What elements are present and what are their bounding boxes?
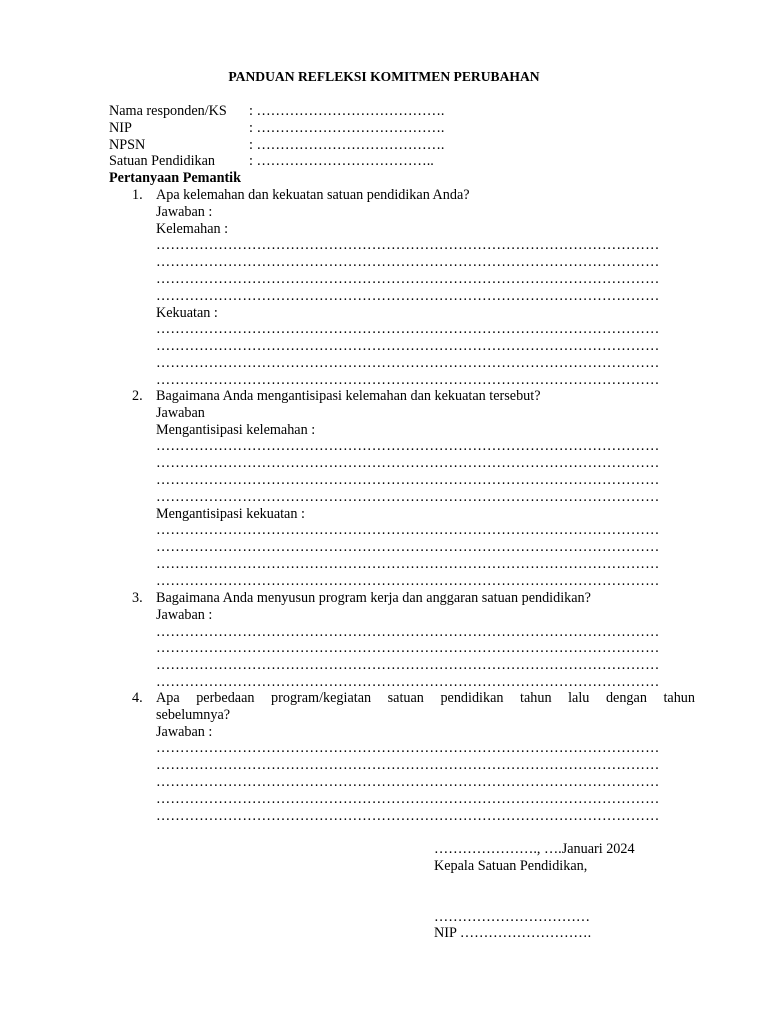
question-text-line: sebelumnya? <box>156 706 231 723</box>
identity-label: NIP <box>109 119 132 136</box>
answer-dot-line: …………………………………………………………………………………………… <box>156 740 660 757</box>
question-text <box>156 690 695 724</box>
question-1 <box>109 187 695 389</box>
identity-value: : …………………………………. <box>249 119 445 136</box>
answer-dot-line: …………………………………………………………………………………………… <box>156 623 660 640</box>
answer-label: Jawaban : <box>156 606 213 623</box>
answer-dot-line: …………………………………………………………………………………………… <box>156 807 660 824</box>
identity-label: Nama responden/KS <box>109 103 227 119</box>
answer-dot-line: …………………………………………………………………………………………… <box>156 287 660 304</box>
answer-dot-line: …………………………………………………………………………………………… <box>156 471 660 488</box>
signature-block <box>434 841 635 942</box>
identity-block <box>109 103 444 170</box>
answer-dot-line: …………………………………………………………………………………………… <box>156 773 660 790</box>
question-text: Apa kelemahan dan kekuatan satuan pendidikan Anda? <box>156 187 470 203</box>
identity-value: : …………………………………. <box>249 103 445 119</box>
identity-value: : …………………………………. <box>249 136 445 153</box>
identity-label: NPSN <box>109 136 146 153</box>
identity-row-nip <box>109 120 444 137</box>
identity-label: Satuan Pendidikan <box>109 153 215 170</box>
question-2 <box>109 388 695 590</box>
signatory-nip: NIP ………………………. <box>434 925 592 942</box>
document-title: PANDUAN REFLEKSI KOMITMEN PERUBAHAN <box>228 69 540 84</box>
section-title: Pertanyaan Pemantik <box>109 170 242 186</box>
signatory-role: Kepala Satuan Pendidikan, <box>434 857 588 874</box>
sub-label: Kekuatan : <box>156 304 218 321</box>
question-number: 2. <box>132 388 143 404</box>
place-date: …………………., ….Januari 2024 <box>434 841 635 857</box>
answer-dot-line: …………………………………………………………………………………………… <box>156 657 660 674</box>
sub-label: Mengantisipasi kekuatan : <box>156 505 305 522</box>
identity-value: : ……………………………….. <box>249 153 434 170</box>
question-text: Bagaimana Anda mengantisipasi kelemahan dan kekuatan tersebut? <box>156 388 541 404</box>
answer-dot-line: …………………………………………………………………………………………… <box>156 254 660 271</box>
question-text: Bagaimana Anda menyusun program kerja dan anggaran satuan pendidikan? <box>156 590 591 606</box>
sub-label: Mengantisipasi kelemahan : <box>156 421 316 438</box>
answer-dot-line: …………………………………………………………………………………………… <box>156 673 660 690</box>
answer-dot-line: …………………………………………………………………………………………… <box>156 237 660 254</box>
answer-dot-line: …………………………………………………………………………………………… <box>156 488 660 505</box>
answer-dot-line: …………………………………………………………………………………………… <box>156 640 660 657</box>
answer-label: Jawaban : <box>156 203 213 220</box>
question-4 <box>109 690 695 824</box>
answer-dot-line: …………………………………………………………………………………………… <box>156 438 660 455</box>
answer-dot-line: …………………………………………………………………………………………… <box>156 354 660 371</box>
sub-label: Kelemahan : <box>156 220 229 237</box>
question-3 <box>109 590 695 691</box>
answer-dot-line: …………………………………………………………………………………………… <box>156 572 660 589</box>
identity-row-name <box>109 103 444 120</box>
answer-dot-line: …………………………………………………………………………………………… <box>156 338 660 355</box>
signatory-name-line: …………………………… <box>434 908 591 925</box>
answer-dot-line: …………………………………………………………………………………………… <box>156 371 660 388</box>
identity-row-npsn <box>109 137 444 154</box>
answer-dot-line: …………………………………………………………………………………………… <box>156 455 660 472</box>
answer-dot-line: …………………………………………………………………………………………… <box>156 270 660 287</box>
question-number: 3. <box>132 590 143 606</box>
answer-dot-line: …………………………………………………………………………………………… <box>156 757 660 774</box>
answer-label: Jawaban : <box>156 723 213 740</box>
answer-dot-line: …………………………………………………………………………………………… <box>156 522 660 539</box>
question-number: 4. <box>132 690 143 706</box>
answer-dot-line: …………………………………………………………………………………………… <box>156 539 660 556</box>
answer-dot-line: …………………………………………………………………………………………… <box>156 790 660 807</box>
answer-dot-line: …………………………………………………………………………………………… <box>156 555 660 572</box>
answer-dot-line: …………………………………………………………………………………………… <box>156 321 660 338</box>
answer-label: Jawaban <box>156 404 205 421</box>
question-number: 1. <box>132 187 143 203</box>
identity-row-school <box>109 153 444 170</box>
question-text-line: Apa perbedaan program/kegiatan satuan pendidikan tahun lalu dengan tahun <box>156 690 695 706</box>
